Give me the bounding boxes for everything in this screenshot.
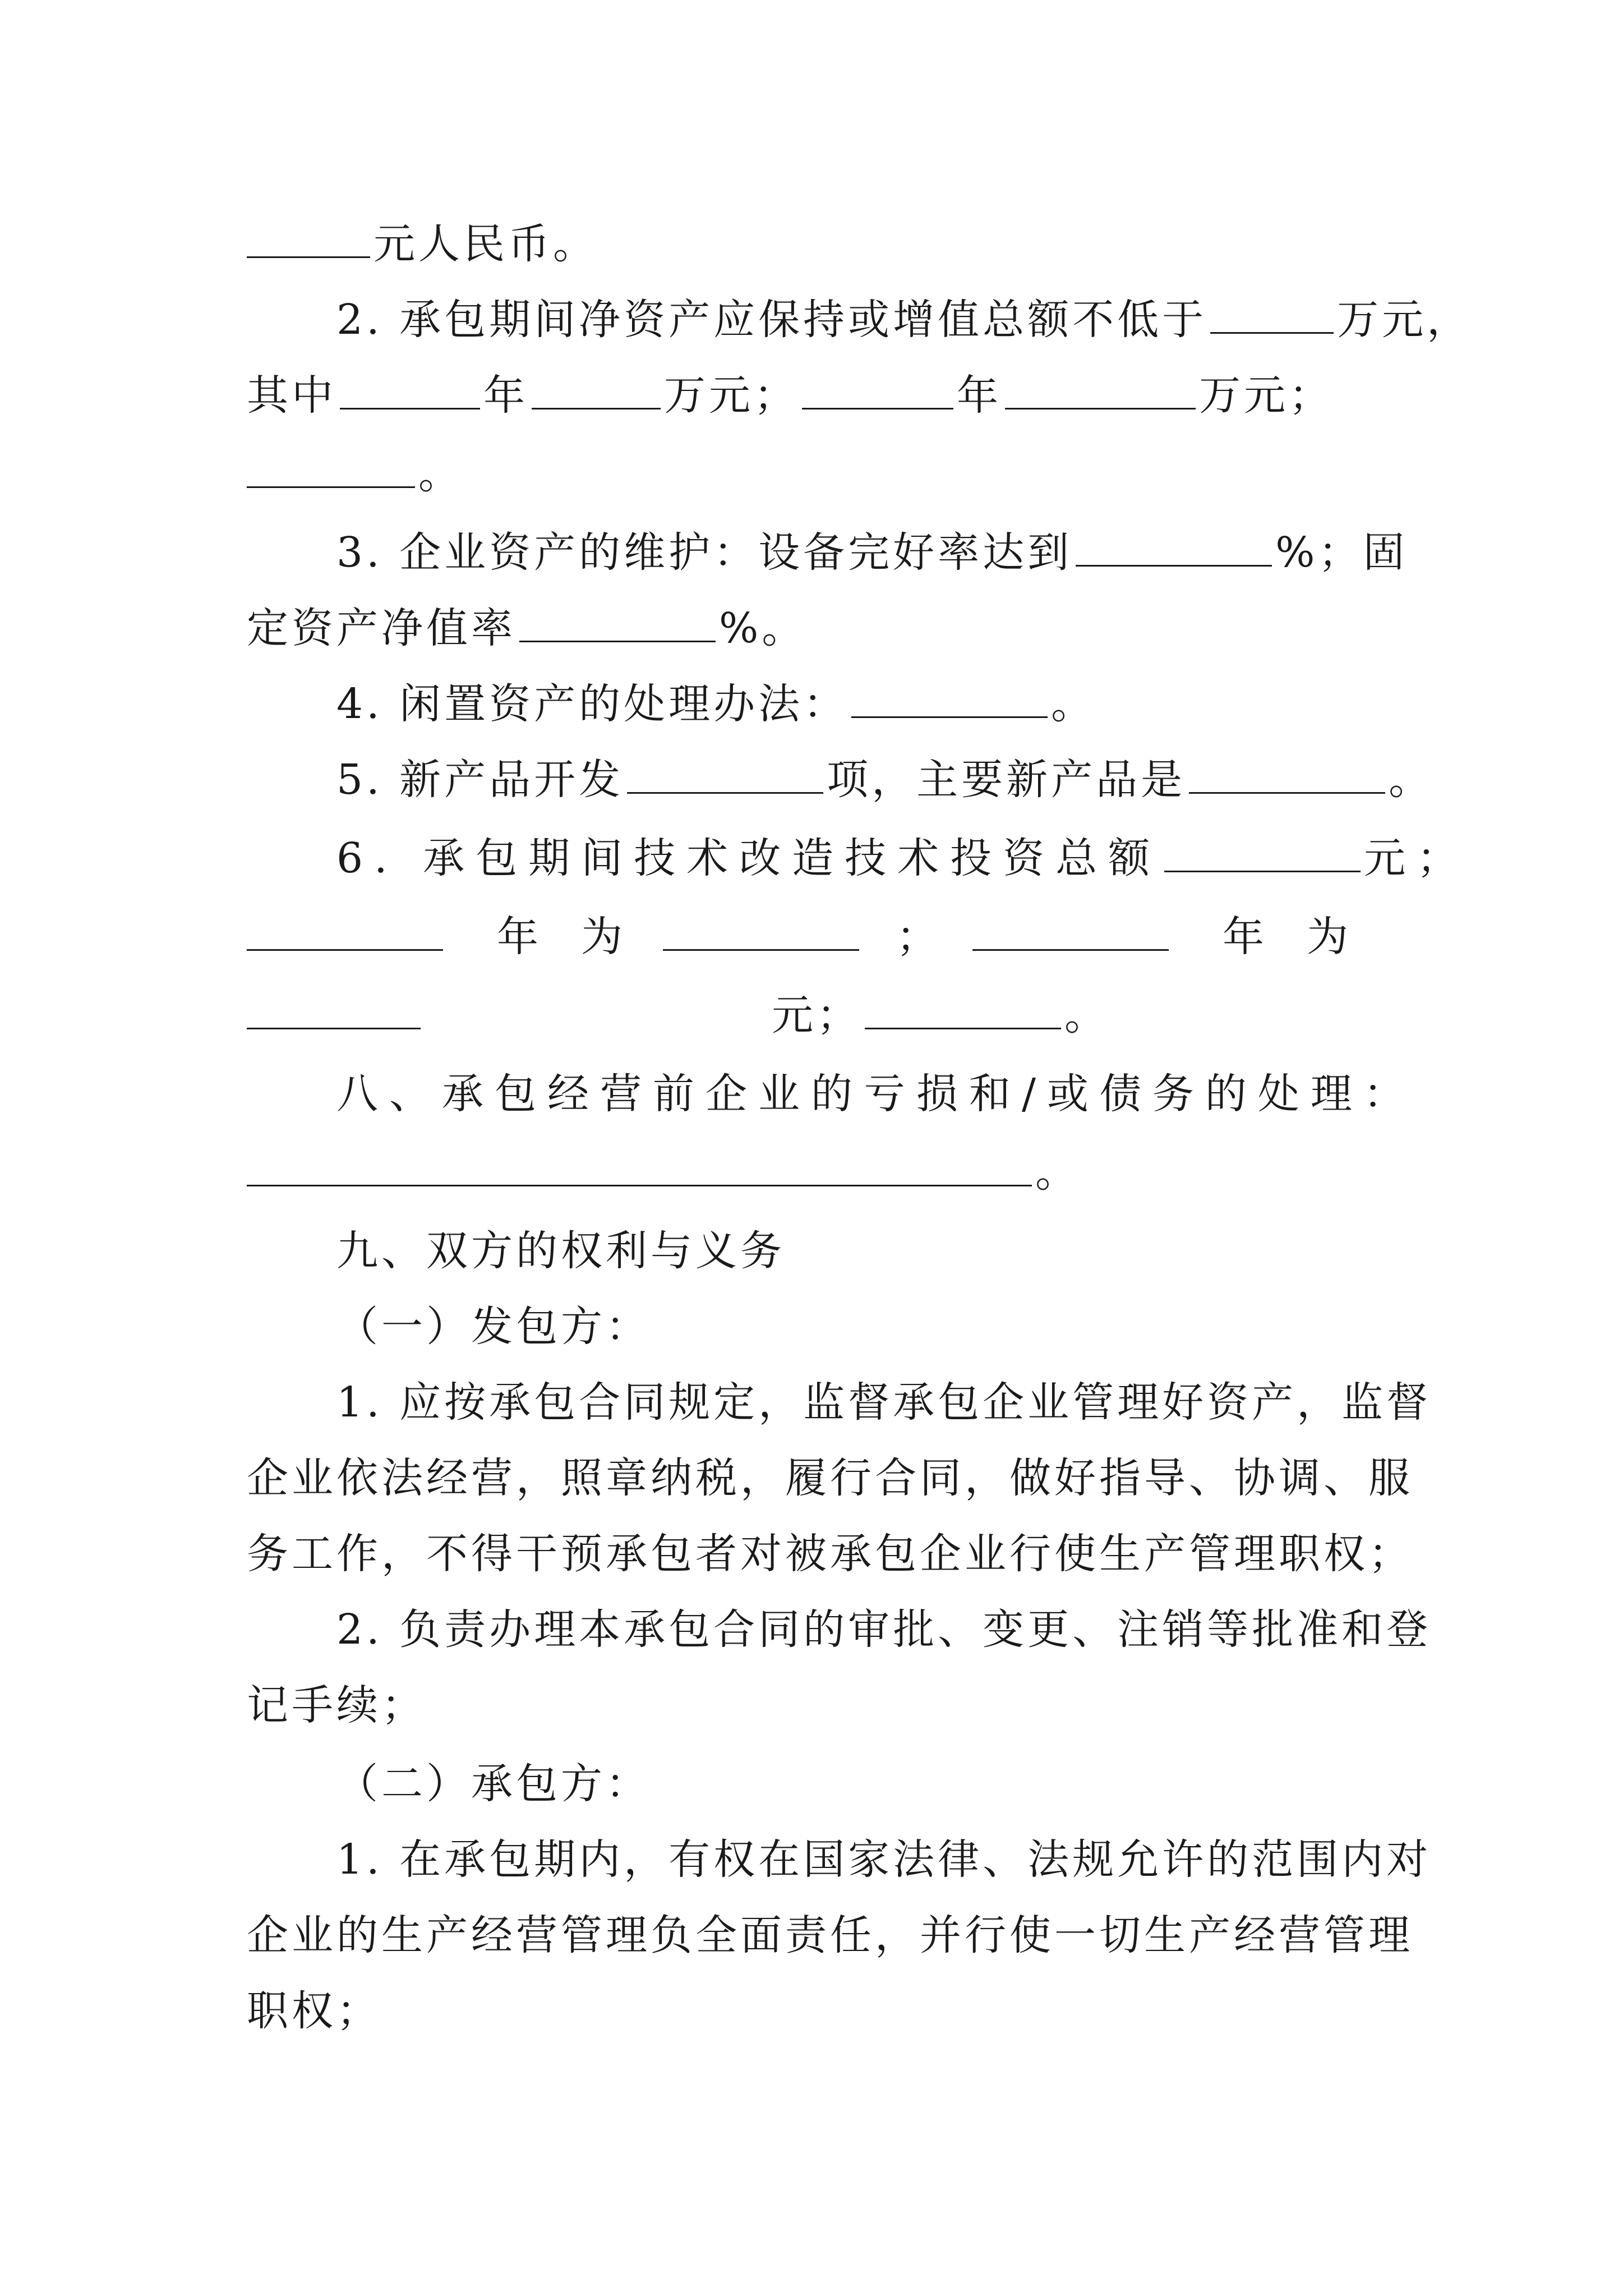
line-text: 。 [1064, 991, 1109, 1039]
line-text: 。 [418, 450, 463, 498]
line-text: %。 [719, 604, 807, 652]
text-line-11 [247, 976, 1109, 1055]
text-line-2 [336, 280, 1472, 359]
text-line-17 [247, 1439, 1413, 1517]
line-text: 年 [483, 371, 528, 420]
fill-blank[interactable] [802, 363, 953, 409]
text-line-18 [247, 1515, 1413, 1593]
text-line-1 [247, 205, 598, 283]
fill-blank[interactable] [865, 983, 1061, 1029]
fill-blank[interactable] [663, 904, 859, 951]
line-text: 4. 闲置资产的处理办法： [336, 680, 849, 728]
section-heading [336, 1212, 785, 1290]
text-line-8 [336, 740, 1433, 819]
line-text: 3. 企业资产的维护：设备完好率达到 [336, 528, 1073, 577]
line-text: 九、双方的权利与义务 [336, 1227, 785, 1275]
text-line-3 [247, 356, 1334, 435]
line-text: ； [896, 913, 941, 961]
line-text: 2. 负责办理本承包合同的审批、变更、注销等批准和登 [336, 1605, 1432, 1654]
line-text: 年 [957, 371, 1002, 420]
fill-blank[interactable] [247, 441, 415, 488]
line-text: 元人民币。 [374, 220, 598, 268]
line-text: 。 [1389, 756, 1434, 804]
text-line-5 [336, 513, 1408, 592]
line-text: 5. 新产品开发 [336, 756, 624, 804]
line-text: （二）承包方： [336, 1760, 651, 1808]
line-text: 万元； [1199, 371, 1334, 420]
fill-blank[interactable] [247, 1140, 1032, 1186]
line-text: 元； [1364, 834, 1470, 882]
line-text: 元； [772, 991, 861, 1039]
text-line-12 [336, 1055, 1416, 1133]
text-line-16 [336, 1363, 1431, 1442]
line-text: 万元； [664, 371, 799, 420]
line-text: 八、承包经营前企业的亏损和/或债务的处理： [336, 1070, 1416, 1118]
fill-blank[interactable] [1005, 363, 1196, 409]
fill-blank[interactable] [532, 363, 661, 409]
line-text: 项，主要新产品是 [827, 756, 1186, 804]
line-text: 务工作，不得干预承包者对被承包企业行使生产管理职权； [247, 1530, 1413, 1578]
fill-blank[interactable] [340, 363, 480, 409]
fill-blank[interactable] [247, 983, 421, 1029]
text-line-6 [247, 589, 806, 668]
line-text: 记手续； [247, 1681, 426, 1729]
line-text: 为 [581, 913, 626, 961]
subsection-heading [336, 1287, 651, 1366]
line-text: 其中 [247, 371, 336, 420]
line-text: 1. 在承包期内，有权在国家法律、法规允许的范围内对 [336, 1835, 1432, 1884]
fill-blank[interactable] [519, 596, 716, 642]
line-text: 万元， [1337, 296, 1472, 344]
fill-blank[interactable] [247, 904, 443, 951]
line-text: 定资产净值率 [247, 604, 516, 652]
text-line-23 [247, 1896, 1413, 1975]
line-text: 1. 应按承包合同规定，监督承包企业管理好资产，监督 [336, 1378, 1432, 1427]
line-text: 职权； [247, 1987, 381, 2035]
subsection-heading [336, 1745, 651, 1823]
line-text: 企业的生产经营管理负全面责任，并行使一切生产经营管理 [247, 1911, 1413, 1959]
text-line-24 [247, 1972, 381, 2050]
text-line-10 [247, 898, 1352, 976]
fill-blank[interactable] [247, 211, 370, 258]
line-text: 6. 承包期间技术改造技术投资总额 [336, 834, 1161, 882]
line-text: 。 [1051, 680, 1096, 728]
line-text: 。 [1035, 1148, 1080, 1197]
text-line-4 [247, 435, 463, 513]
text-line-19 [336, 1590, 1431, 1669]
fill-blank[interactable] [1210, 287, 1334, 334]
fill-blank[interactable] [1189, 747, 1385, 794]
text-line-9 [336, 819, 1469, 898]
text-line-13 [247, 1133, 1080, 1212]
line-text: 2. 承包期间净资产应保持或增值总额不低于 [336, 296, 1207, 344]
fill-blank[interactable] [627, 747, 823, 794]
text-line-22 [336, 1820, 1431, 1899]
text-line-7 [336, 665, 1096, 743]
line-text: 年 [1223, 913, 1267, 961]
fill-blank[interactable] [972, 904, 1169, 951]
line-text: 为 [1307, 913, 1352, 961]
line-text: （一）发包方： [336, 1303, 651, 1351]
fill-blank[interactable] [1164, 826, 1361, 872]
line-text: 企业依法经营，照章纳税，履行合同，做好指导、协调、服 [247, 1454, 1413, 1502]
text-line-20 [247, 1666, 426, 1745]
fill-blank[interactable] [851, 671, 1048, 718]
line-text: %；固 [1275, 528, 1408, 577]
fill-blank[interactable] [1076, 520, 1272, 567]
line-text: 年 [497, 913, 542, 961]
